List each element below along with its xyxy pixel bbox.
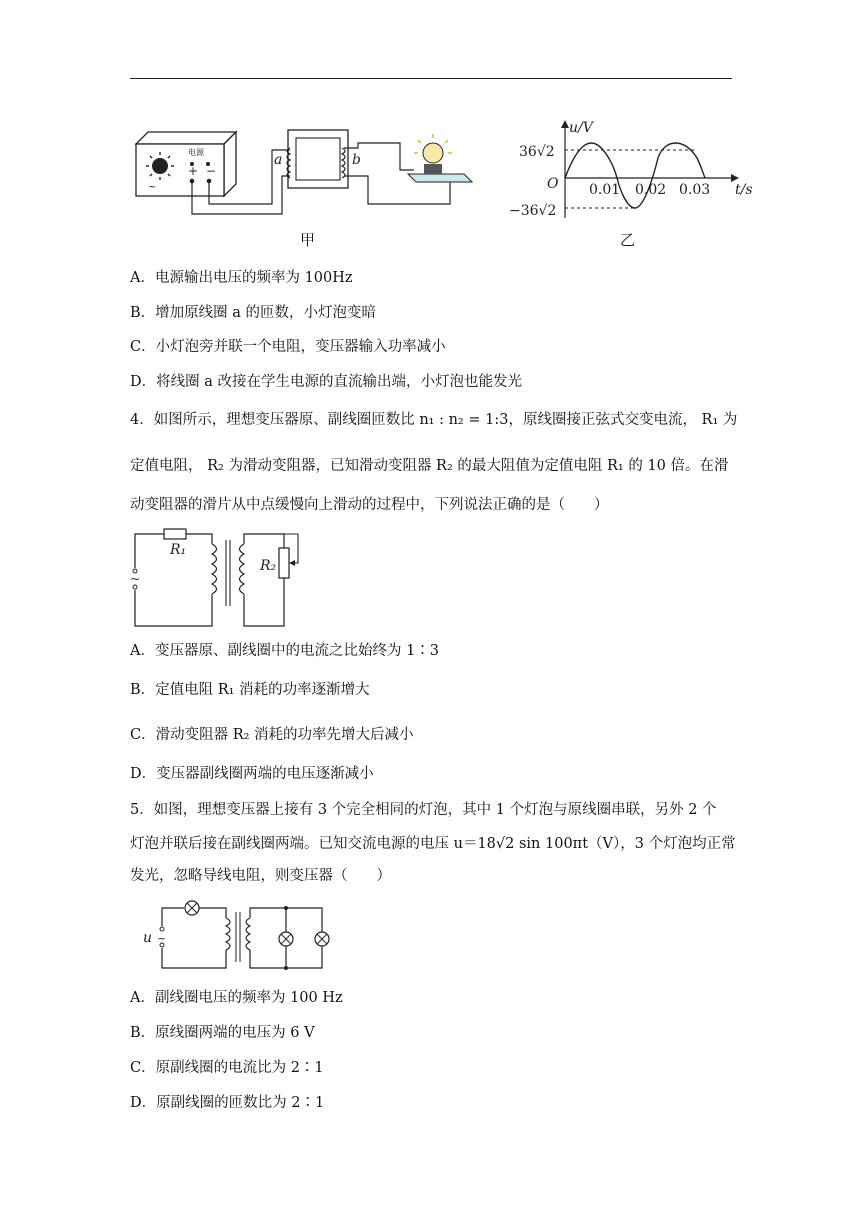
q3-option-a: A．电源输出电压的频率为 100Hz — [130, 270, 353, 286]
u-label: u — [143, 930, 153, 946]
q4-option-a: A．变压器原、副线圈中的电流之比始终为 1∶3 — [130, 643, 440, 659]
q5-stem-line2: 灯泡并联后接在副线圈两端。已知交流电源的电压 u＝18√2 sin 100πt（V），3 个灯泡均正常 — [130, 836, 736, 852]
svg-text:u/V — [569, 120, 595, 136]
y-bottom-label: −36√2 — [509, 203, 557, 219]
figure-jia-caption: 甲 — [300, 231, 316, 249]
q3-option-c: C．小灯泡旁并联一个电阻，变压器输入功率减小 — [130, 339, 446, 355]
q5-stem-line1: 5．如图，理想变压器上接有 3 个完全相同的灯泡，其中 1 个灯泡与原线圈串联，另外 2 个 — [130, 802, 717, 818]
q5-option-a: A．副线圈电压的频率为 100 Hz — [130, 990, 343, 1006]
q4-option-c: C．滑动变阻器 R₂ 消耗的功率先增大后减小 — [130, 727, 414, 743]
q5-option-c: C．原副线圈的电流比为 2∶1 — [130, 1060, 324, 1076]
figure-yi-caption: 乙 — [620, 231, 636, 249]
coil-a-label: a — [274, 152, 283, 168]
r2-label: R₂ — [260, 558, 277, 574]
q4-circuit — [126, 520, 316, 632]
tick-label: 0.03 — [679, 182, 711, 198]
power-label: 电源 — [188, 148, 204, 157]
tick-label: 0.02 — [635, 182, 667, 198]
q4-stem-line3: 动变阻器的滑片从中点缓慢向上滑动的过程中，下列说法正确的是（ ） — [130, 497, 609, 513]
q5-circuit — [140, 896, 340, 974]
svg-text:−: − — [206, 164, 217, 178]
q5-option-b: B．原线圈两端的电压为 6 V — [130, 1025, 315, 1041]
x-axis-label: t/s — [735, 182, 753, 198]
q4-stem-line2: 定值电阻， R₂ 为滑动变阻器，已知滑动变阻器 R₂ 的最大阻值为定值电阻 R₁ 的 10 倍。在滑 — [130, 458, 729, 474]
header-rule — [130, 78, 732, 79]
q3-option-b: B．增加原线圈 a 的匝数，小灯泡变暗 — [130, 305, 377, 321]
coil-b-label: b — [352, 152, 361, 168]
origin-label: O — [547, 176, 559, 192]
figure-jia-circuit — [128, 118, 473, 218]
r1-label: R₁ — [170, 542, 187, 558]
y-top-label: 36√2 — [519, 144, 555, 160]
svg-text:~: ~ — [130, 572, 141, 586]
figure-yi-graph — [505, 118, 765, 228]
q4-option-b: B．定值电阻 R₁ 消耗的功率逐渐增大 — [130, 682, 370, 698]
svg-text:~: ~ — [157, 932, 167, 945]
q3-option-d: D．将线圈 a 改接在学生电源的直流输出端，小灯泡也能发光 — [130, 374, 522, 390]
q4-stem-line1: 4．如图所示，理想变压器原、副线圈匝数比 n₁ : n₂ = 1:3，原线圈接正弦式交变电流， R₁ 为 — [130, 412, 738, 428]
svg-text:+: + — [188, 164, 199, 178]
q4-option-d: D．变压器副线圈两端的电压逐渐减小 — [130, 766, 374, 782]
q5-option-d: D．原副线圈的匝数比为 2∶1 — [130, 1095, 325, 1111]
q5-stem-line3: 发光，忽略导线电阻，则变压器（ ） — [130, 868, 391, 884]
y-axis-label: u/V — [569, 120, 593, 136]
tick-label: 0.01 — [589, 182, 621, 198]
svg-text:~: ~ — [148, 182, 157, 193]
